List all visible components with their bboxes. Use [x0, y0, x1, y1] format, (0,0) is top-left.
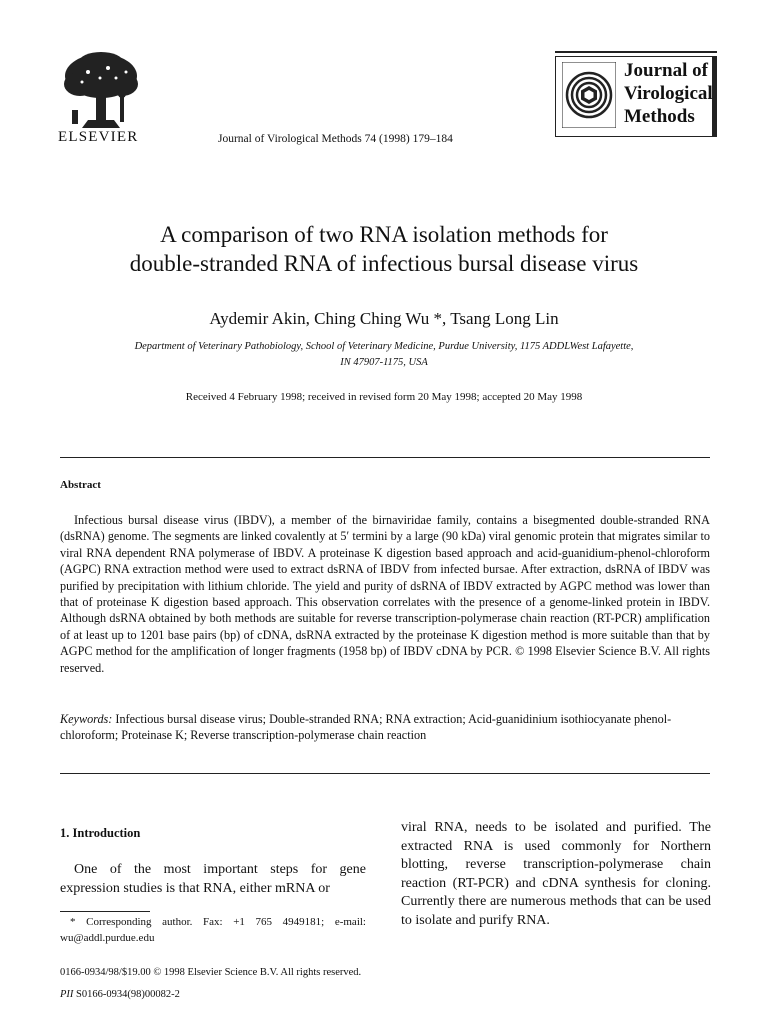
journal-reference: Journal of Virological Methods 74 (1998) 179–184	[218, 133, 453, 145]
journal-logo-top-rule	[555, 51, 717, 53]
received-dates: Received 4 February 1998; received in revised form 20 May 1998; accepted 20 May 1998	[185, 391, 583, 403]
publisher-name: ELSEVIER	[58, 129, 139, 145]
affiliation-line-1: Department of Veterinary Pathobiology, School of Veterinary Medicine, Purdue University, 1175 ADDLWest Lafayette,	[134, 341, 634, 352]
journal-emblem-icon	[562, 62, 616, 128]
author-affiliation	[80, 339, 688, 371]
journal-logo-line: Virological	[624, 83, 713, 104]
section-heading-introduction: 1. Introduction	[60, 826, 141, 840]
journal-logo-line: Methods	[624, 106, 695, 127]
journal-logo-line: Journal of	[624, 60, 708, 81]
pii-identifier	[60, 989, 180, 1000]
abstract-bottom-rule	[60, 773, 710, 774]
abstract-body: Infectious bursal disease virus (IBDV), a member of the birnaviridae family, contains a bisegmented double-stranded RNA (dsRNA) genome. The segments are linked covalently at 5′ termini by a large (90 kDa) viral genomic protein that migrates similar to viral RNA dependent RNA polymerase of IBDV. A proteinase K digestion based approach and acid-guanidium-phenol-chloroform (AGPC) RNA extraction method were used to extract dsRNA of IBDV from infected bursae. After extraction, dsRNA of IBDV was purified by precipitation with lithium chloride. The yield and purity of dsRNA of IBDV extracted by AGPC method was lower than that of proteinase K digestion based approach. This observation correlates with the presence of a genome-linked protein in IBDV. Although dsRNA obtained by both methods are suitable for reverse transcription-polymerase chain reaction (RT-PCR) amplification of at least up to 1201 base pairs (bp) of cDNA, dsRNA extracted by the proteinase K digestion method is more suitable than that by AGPC method for the amplification of longer fragments (1958 bp) of IBDV cDNA by PCR. © 1998 Elsevier Science B.V. All rights reserved.	[60, 513, 710, 675]
article-authors: Aydemir Akin, Ching Ching Wu *, Tsang Long Lin	[209, 309, 559, 328]
abstract-heading: Abstract	[60, 479, 101, 491]
article-title-line-2: double-stranded RNA of infectious bursal disease virus	[129, 251, 639, 276]
journal-logo-title	[624, 59, 716, 128]
pii-value: S0166-0934(98)00082-2	[73, 989, 180, 1000]
issn-copyright: 0166-0934/98/$19.00 © 1998 Elsevier Science B.V. All rights reserved.	[60, 967, 362, 978]
introduction-left-column: One of the most important steps for gene expression studies is that RNA, either mRNA or	[60, 862, 366, 896]
keywords	[60, 711, 710, 744]
footnote-rule	[60, 911, 150, 912]
pii-label: PII	[60, 989, 74, 1000]
corresponding-author-footnote: * Corresponding author. Fax: +1 765 4949181; e-mail: wu@addl.purdue.edu	[60, 916, 366, 944]
introduction-right-column: viral RNA, needs to be isolated and purified. The extracted RNA is used commonly for Northern blotting, reverse transcription-polymerase chain reaction (RT-PCR) and cDNA synthesis for cloning. Currently there are numerous methods that can be used to isolate and purify RNA.	[401, 820, 711, 928]
keywords-label: Keywords:	[60, 712, 113, 726]
article-title	[0, 220, 768, 278]
keywords-list: Infectious bursal disease virus; Double-stranded RNA; RNA extraction; Acid-guanidinium isothiocyanate phenol-chloroform; Proteinase K; Reverse transcription-polymerase chain reaction	[60, 712, 672, 743]
abstract-top-rule	[60, 457, 710, 458]
article-title-line-1: A comparison of two RNA isolation methods for	[160, 222, 608, 247]
affiliation-line-2: IN 47907-1175, USA	[340, 357, 428, 368]
elsevier-tree-logo	[58, 50, 144, 132]
